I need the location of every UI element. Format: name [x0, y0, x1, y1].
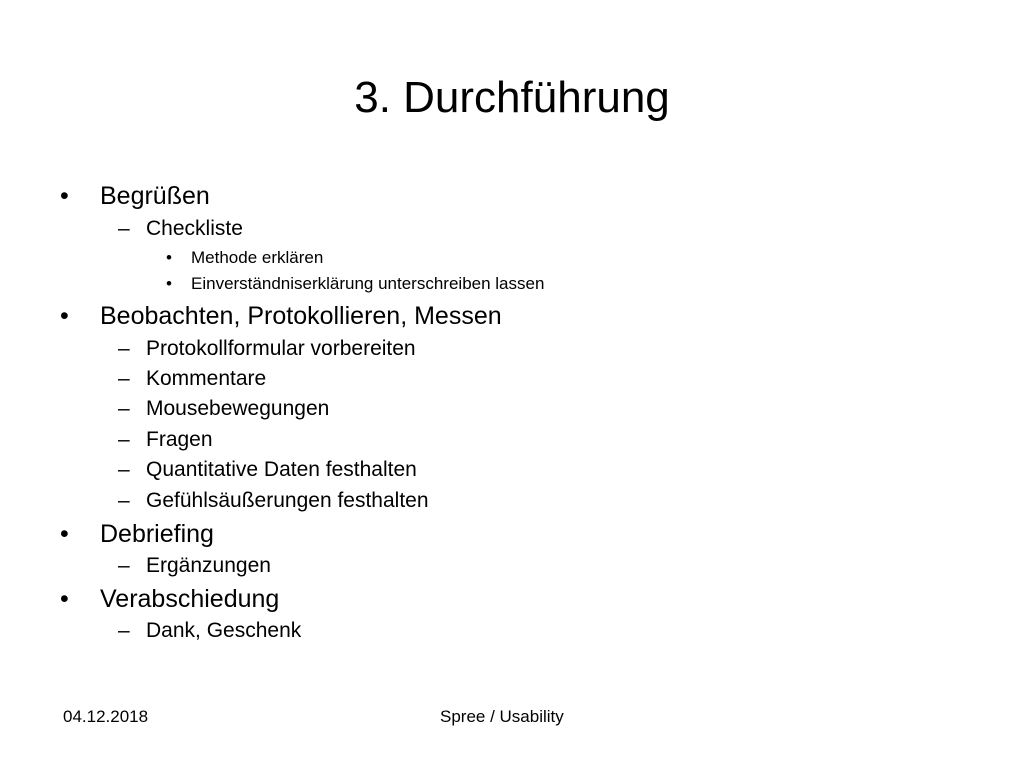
dash-marker: –: [118, 554, 130, 577]
dash-marker: –: [118, 367, 130, 390]
list-item-label: Beobachten, Protokollieren, Messen: [100, 302, 502, 330]
bullet-marker: •: [60, 585, 69, 613]
sub-list-item-label: Quantitative Daten festhalten: [146, 458, 417, 481]
bullet-marker: •: [166, 274, 172, 293]
bullet-marker: •: [60, 520, 69, 548]
list-item-label: Verabschiedung: [100, 585, 280, 613]
slide-title: 3. Durchführung: [354, 73, 670, 122]
footer-date: 04.12.2018: [63, 707, 149, 726]
bullet-marker: •: [60, 302, 69, 330]
dash-marker: –: [118, 397, 130, 420]
sub-list-item-label: Gefühlsäußerungen festhalten: [146, 489, 429, 512]
sub-list-item-label: Dank, Geschenk: [146, 619, 302, 642]
bullet-marker: •: [60, 182, 69, 210]
dash-marker: –: [118, 217, 130, 240]
sub-sub-list-item-label: Einverständniserklärung unterschreiben lassen: [191, 274, 545, 293]
sub-list-item-label: Checkliste: [146, 217, 243, 240]
sub-list-item-label: Mousebewegungen: [146, 397, 330, 420]
dash-marker: –: [118, 428, 130, 451]
dash-marker: –: [118, 458, 130, 481]
list-item-label: Begrüßen: [100, 182, 210, 210]
list-item-label: Debriefing: [100, 520, 214, 548]
dash-marker: –: [118, 489, 130, 512]
sub-list-item-label: Fragen: [146, 428, 213, 451]
sub-list-item-label: Protokollformular vorbereiten: [146, 337, 416, 360]
bullet-marker: •: [166, 248, 172, 267]
dash-marker: –: [118, 337, 130, 360]
footer-center-text: Spree / Usability: [440, 707, 564, 726]
sub-list-item-label: Ergänzungen: [146, 554, 271, 577]
sub-sub-list-item-label: Methode erklären: [191, 248, 324, 267]
sub-list-item-label: Kommentare: [146, 367, 267, 390]
dash-marker: –: [118, 619, 130, 642]
